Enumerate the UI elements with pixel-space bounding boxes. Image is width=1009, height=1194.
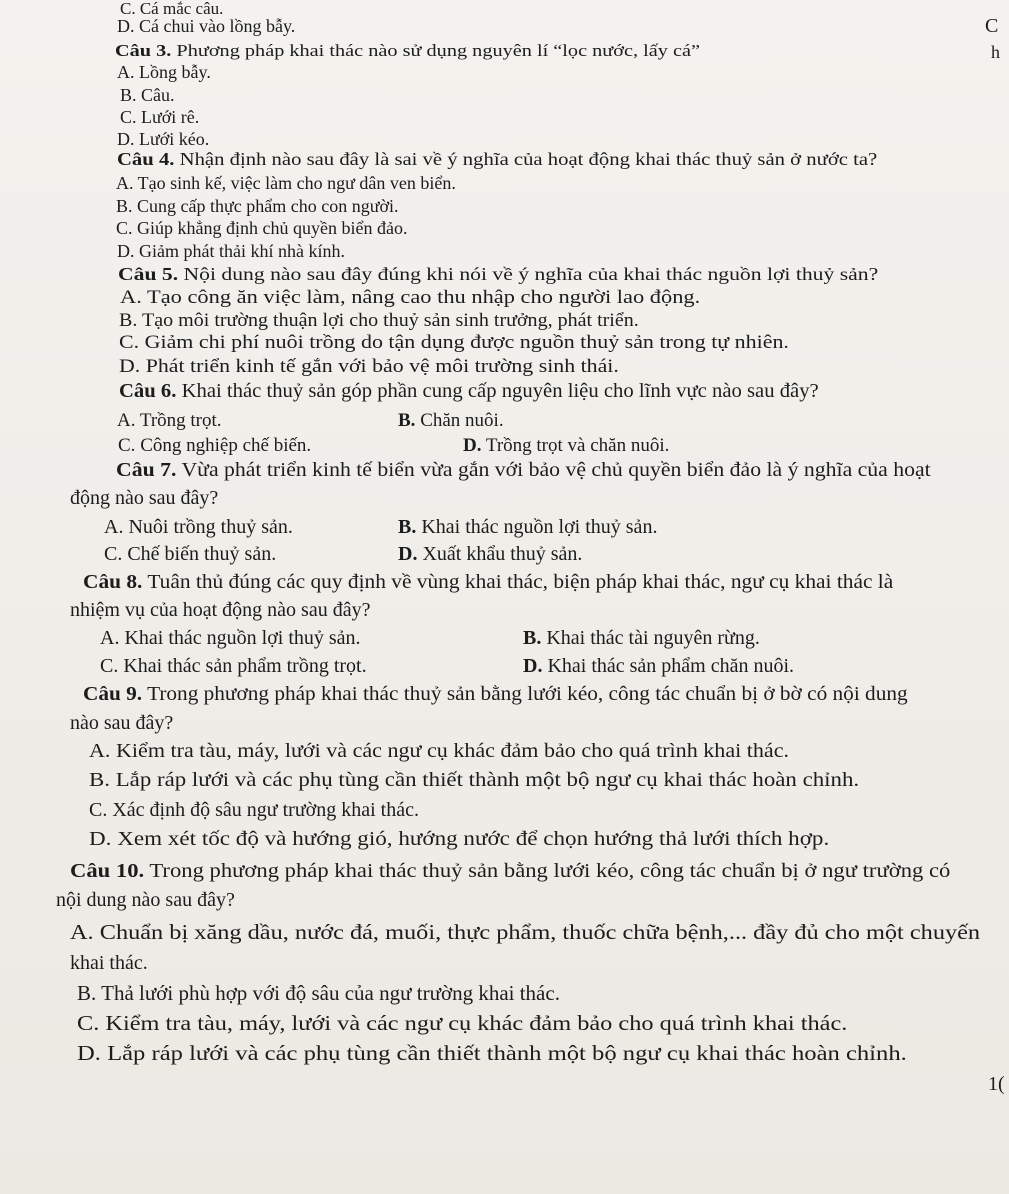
option-letter: C. xyxy=(77,1011,100,1035)
line-text: Thả lưới phù hợp với độ sâu của ngư trường khai thác. xyxy=(96,981,560,1005)
line-text: Nhận định nào sau đây là sai về ý nghĩa của hoạt động khai thác thuỷ sản ở nước ta? xyxy=(174,149,878,169)
option-letter: A. xyxy=(89,740,111,762)
option-letter: B. xyxy=(89,769,110,791)
line-text: Xuất khẩu thuỷ sản. xyxy=(417,543,583,565)
line-text: Phát triển kinh tế gắn với bảo vệ môi trường sinh thái. xyxy=(140,356,619,377)
option-letter: D. xyxy=(398,543,418,565)
line-text: nào sau đây? xyxy=(70,712,174,734)
line-text: Xác định độ sâu ngư trường khai thác. xyxy=(107,799,419,821)
answer-option xyxy=(119,333,789,352)
option-letter: B. xyxy=(116,196,133,216)
answer-option xyxy=(120,288,700,307)
line-text: nhiệm vụ của hoạt động nào sau đây? xyxy=(70,599,371,621)
option-letter: C. xyxy=(120,0,136,18)
option-letter: C. xyxy=(100,655,119,677)
line-text: Trong phương pháp khai thác thuỷ sản bằng lưới kéo, công tác chuẩn bị ở bờ có nội dung xyxy=(142,683,908,705)
option-letter: D. xyxy=(463,435,482,456)
option-letter: D. xyxy=(117,16,135,36)
option-letter: C. xyxy=(120,107,137,127)
line-text: Chuẩn bị xăng dầu, nước đá, muối, thực phẩm, thuốc chữa bệnh,... đầy đủ cho một chuyến xyxy=(93,920,981,944)
line-text: Khai thác nguồn lợi thuỷ sản. xyxy=(119,627,361,649)
line-text: Trồng trọt. xyxy=(135,410,222,431)
line-text: Nuôi trồng thuỷ sản. xyxy=(123,516,293,538)
line-text: Lưới rê. xyxy=(136,107,200,127)
line-text: Cá mắc câu. xyxy=(135,0,224,18)
line-text: Khai thác nguồn lợi thuỷ sản. xyxy=(416,516,658,538)
option-letter: C. xyxy=(89,799,108,821)
question-number: Câu 7. xyxy=(116,459,177,481)
line-text: Cá chui vào lồng bẫy. xyxy=(134,16,296,36)
question-continuation xyxy=(56,890,235,910)
line-text: nội dung nào sau đây? xyxy=(56,889,235,911)
answer-option xyxy=(89,770,859,790)
line-text: Giúp khẳng định chủ quyền biển đảo. xyxy=(132,218,408,238)
option-letter: A. xyxy=(70,920,94,944)
answer-option xyxy=(119,357,619,376)
answer-option xyxy=(77,1043,907,1064)
line-text: Tạo công ăn việc làm, nâng cao thu nhập cho người lao động. xyxy=(141,287,701,308)
answer-option xyxy=(89,741,789,761)
line-text: Phương pháp khai thác nào sử dụng nguyên lí “lọc nước, lấy cá” xyxy=(171,41,700,60)
line-text: Tuân thủ đúng các quy định về vùng khai thác, biện pháp khai thác, ngư cụ khai thác là xyxy=(142,571,894,593)
option-letter: B. xyxy=(523,627,542,649)
question-stem xyxy=(119,381,819,401)
option-letter: D. xyxy=(523,655,543,677)
option-letter: C. xyxy=(116,218,133,238)
answer-option xyxy=(77,1013,847,1034)
answer-option xyxy=(119,311,639,330)
answer-option xyxy=(463,436,669,455)
question-stem xyxy=(116,460,931,480)
line-text: Lắp ráp lưới và các phụ tùng cần thiết thành một bộ ngư cụ khai thác hoàn chỉnh. xyxy=(109,769,860,791)
line-text: Khai thác tài nguyên rừng. xyxy=(541,627,760,649)
answer-option xyxy=(117,63,211,81)
answer-option xyxy=(89,800,419,820)
line-text: Tạo sinh kế, việc làm cho ngư dân ven biển. xyxy=(133,173,456,193)
answer-option xyxy=(89,829,829,849)
answer-option xyxy=(523,656,794,676)
option-letter: B. xyxy=(398,516,417,538)
line-text: động nào sau đây? xyxy=(70,487,219,509)
answer-option xyxy=(70,922,980,943)
line-text: Công nghiệp chế biến. xyxy=(135,435,312,456)
line-text: Tạo môi trường thuận lợi cho thuỷ sản sinh trưởng, phát triển. xyxy=(137,310,639,331)
answer-option xyxy=(104,544,276,564)
question-number: Câu 8. xyxy=(83,571,143,593)
question-continuation xyxy=(70,600,370,620)
option-letter: B. xyxy=(120,85,137,105)
line-text: Cung cấp thực phẩm cho con người. xyxy=(132,196,399,216)
option-letter: A. xyxy=(104,516,124,538)
line-text: Nội dung nào sau đây đúng khi nói về ý nghĩa của khai thác nguồn lợi thuỷ sản? xyxy=(178,264,879,284)
line-text: Giảm phát thải khí nhà kính. xyxy=(134,241,345,261)
line-text: Khai thác sản phẩm chăn nuôi. xyxy=(542,655,795,677)
option-letter: D. xyxy=(77,1041,101,1065)
line-text: Khai thác thuỷ sản góp phần cung cấp nguyên liệu cho lĩnh vực nào sau đây? xyxy=(176,380,819,402)
margin-fragment-page-number: 1( xyxy=(988,1073,1005,1095)
option-letter: D. xyxy=(89,828,112,850)
line-text: Lắp ráp lưới và các phụ tùng cần thiết thành một bộ ngư cụ khai thác hoàn chỉnh. xyxy=(100,1041,907,1065)
line-text: Lồng bẫy. xyxy=(134,62,211,82)
option-letter: A. xyxy=(117,62,135,82)
question-stem xyxy=(118,265,878,283)
margin-fragment-h: h xyxy=(991,42,1000,62)
answer-option xyxy=(117,17,295,35)
answer-option xyxy=(120,86,175,104)
question-stem xyxy=(115,42,700,59)
question-number: Câu 3. xyxy=(115,41,172,60)
line-text: Xem xét tốc độ và hướng gió, hướng nước để chọn hướng thả lưới thích hợp. xyxy=(111,828,830,850)
answer-option xyxy=(77,983,560,1004)
line-text: Trong phương pháp khai thác thuỷ sản bằng lưới kéo, công tác chuẩn bị ở ngư trường có xyxy=(144,860,951,882)
option-letter: B. xyxy=(77,981,97,1005)
option-letter: D. xyxy=(117,241,135,261)
question-number: Câu 9. xyxy=(83,683,143,705)
option-letter: C. xyxy=(104,543,123,565)
question-continuation xyxy=(70,488,218,508)
answer-option xyxy=(523,628,760,648)
answer-option xyxy=(398,517,657,537)
answer-option xyxy=(100,628,361,648)
option-letter: D. xyxy=(119,356,141,377)
option-letter: C. xyxy=(119,332,140,353)
answer-option xyxy=(120,108,199,126)
line-text: Kiểm tra tàu, máy, lưới và các ngư cụ khác đảm bảo cho quá trình khai thác. xyxy=(110,740,790,762)
answer-option xyxy=(116,174,456,192)
question-stem xyxy=(83,684,908,704)
option-letter: D. xyxy=(117,129,135,149)
answer-option xyxy=(117,242,345,260)
answer-option xyxy=(117,130,209,148)
line-text: Trồng trọt và chăn nuôi. xyxy=(481,435,670,456)
question-stem xyxy=(83,572,893,592)
question-stem xyxy=(70,861,950,881)
option-letter: C. xyxy=(118,435,136,456)
question-number: Câu 5. xyxy=(118,264,179,284)
answer-option xyxy=(117,411,222,430)
option-letter: B. xyxy=(398,410,416,431)
line-text: Vừa phát triển kinh tế biển vừa gắn với bảo vệ chủ quyền biển đảo là ý nghĩa của hoạt xyxy=(176,459,931,481)
question-number: Câu 6. xyxy=(119,380,177,402)
line-text: Giảm chi phí nuôi trồng do tận dụng được nguồn thuỷ sản trong tự nhiên. xyxy=(139,332,789,353)
option-letter: A. xyxy=(120,287,142,308)
question-stem xyxy=(117,150,877,168)
line-text: khai thác. xyxy=(70,952,148,974)
line-text: Lưới kéo. xyxy=(134,129,210,149)
answer-option xyxy=(100,656,367,676)
option-letter: B. xyxy=(119,310,138,331)
line-text: Chế biến thuỷ sản. xyxy=(122,543,277,565)
option-letter: A. xyxy=(117,410,136,431)
answer-option xyxy=(120,0,223,17)
answer-option xyxy=(398,544,582,564)
line-text: Kiểm tra tàu, máy, lưới và các ngư cụ khác đảm bảo cho quá trình khai thác. xyxy=(99,1011,848,1035)
question-continuation xyxy=(70,713,173,733)
answer-option xyxy=(398,411,504,430)
answer-option xyxy=(116,219,407,237)
option-letter: A. xyxy=(100,627,120,649)
question-number: Câu 10. xyxy=(70,860,145,882)
line-text: Chăn nuôi. xyxy=(415,410,504,431)
line-text: Khai thác sản phẩm trồng trọt. xyxy=(118,655,367,677)
option-letter: A. xyxy=(116,173,134,193)
line-text: Câu. xyxy=(136,85,175,105)
question-continuation xyxy=(70,953,148,973)
answer-option xyxy=(118,436,311,455)
answer-option xyxy=(116,197,399,215)
margin-fragment-c: C xyxy=(985,15,999,37)
question-number: Câu 4. xyxy=(117,149,175,169)
answer-option xyxy=(104,517,293,537)
